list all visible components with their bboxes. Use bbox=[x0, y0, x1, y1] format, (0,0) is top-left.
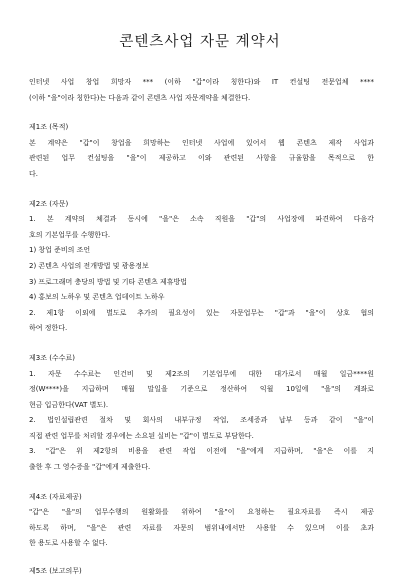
article-2-heading: 제2조 (자문) bbox=[29, 199, 69, 208]
article-1-text: 관련된 업무 컨설팅을 "을"이 제공하고 이와 관련된 사항을 규율함을 목적으로 한 bbox=[29, 154, 374, 163]
paragraph-gap bbox=[29, 183, 374, 197]
document-title: 콘텐츠사업 자문 계약서 bbox=[119, 34, 281, 50]
article-2-list-item: 1) 창업 준비의 조언 bbox=[29, 246, 91, 255]
article-2-list-item: 2) 콘텐츠 사업의 전개방법 및 광용정보 bbox=[29, 261, 149, 270]
article-3-text: 출한 후 그 영수증을 "갑"에게 제출한다. bbox=[29, 463, 151, 472]
paragraph-gap bbox=[29, 106, 374, 120]
article-1-text: 본 계약은 "갑"이 창업을 희망하는 인터넷 사업에 있어서 웹 콘텐츠 제작 사업과 bbox=[29, 138, 374, 147]
article-2-text: 하여 정한다. bbox=[29, 324, 68, 333]
article-3-heading: 제3조 (수수료) bbox=[29, 353, 75, 362]
article-3-text: 정(W****)을 지급하며 매월 말일을 기준으로 정산하여 익월 10일에 "을"의 계좌로 bbox=[29, 385, 374, 394]
article-4-text: 한 용도로 사용할 수 없다. bbox=[29, 539, 108, 548]
intro-line: 인터넷 사업 창업 희망자 *** (이하 "갑"이라 칭한다)와 IT 컨설팅 전문업체 **** bbox=[29, 78, 374, 86]
article-3-text: 현금 입금한다(VAT 별도). bbox=[29, 400, 109, 409]
article-2-list-item: 4) 홍보의 노하우 및 콘텐츠 업데이트 노하우 bbox=[29, 293, 165, 302]
article-2-text: 1. 본 계약의 체결과 동시에 "을"은 소속 직원을 "갑"의 사업장에 파견하여 다음각 bbox=[29, 215, 374, 224]
paragraph-gap bbox=[29, 476, 374, 490]
article-5-heading: 제5조 (보고의무) bbox=[29, 567, 82, 576]
article-3-text: 직접 관련 업무를 처리할 경우에는 소요된 실비는 "갑"이 별도로 부담한다. bbox=[29, 431, 254, 440]
article-4-heading: 제4조 (자료제공) bbox=[29, 492, 82, 501]
article-3-text: 2. 법인설립관련 절차 및 회사의 내부규정 작업, 조세증과 납부 등과 같이 "을"이 bbox=[29, 416, 374, 425]
article-1-text: 다. bbox=[29, 169, 38, 178]
article-2-text: 2. 제1항 이외에 별도로 추가의 필요성이 있는 자문업무는 "갑"과 "을"이 상호 협의 bbox=[29, 308, 374, 317]
article-4-text: "갑"은 "을"의 업무수행의 원활화를 위하여 "을"이 요청하는 필요자료를 즉시 제공 bbox=[29, 508, 374, 517]
article-4-text: 하도록 하며, "을"은 관련 자료를 자문의 범위내에서만 사용할 수 있으며 이를 초과 bbox=[29, 523, 374, 532]
article-1-heading: 제1조 (목적) bbox=[29, 123, 69, 132]
article-2-text: 호의 기본업무를 수행한다. bbox=[29, 230, 111, 239]
article-3-text: 1. 자문 수수료는 인건비 및 제2조의 기본업무에 대한 대가로서 매월 일금****원 bbox=[29, 369, 374, 378]
paragraph-gap bbox=[29, 552, 374, 564]
article-2-list-item: 3) 프로그래머 충당의 방법 및 기타 콘텐츠 제휴방법 bbox=[29, 277, 187, 286]
contract-body bbox=[29, 75, 374, 580]
article-3-text: 3. "갑"은 위 제2항의 비용을 관련 작업 이전에 "을"에게 지급하며, "을"은 이를 지 bbox=[29, 447, 374, 456]
intro-line: (이하 "을"이라 칭한다)는 다음과 같이 콘텐츠 사업 자문계약을 체결한다. bbox=[29, 93, 251, 102]
paragraph-gap bbox=[29, 337, 374, 351]
